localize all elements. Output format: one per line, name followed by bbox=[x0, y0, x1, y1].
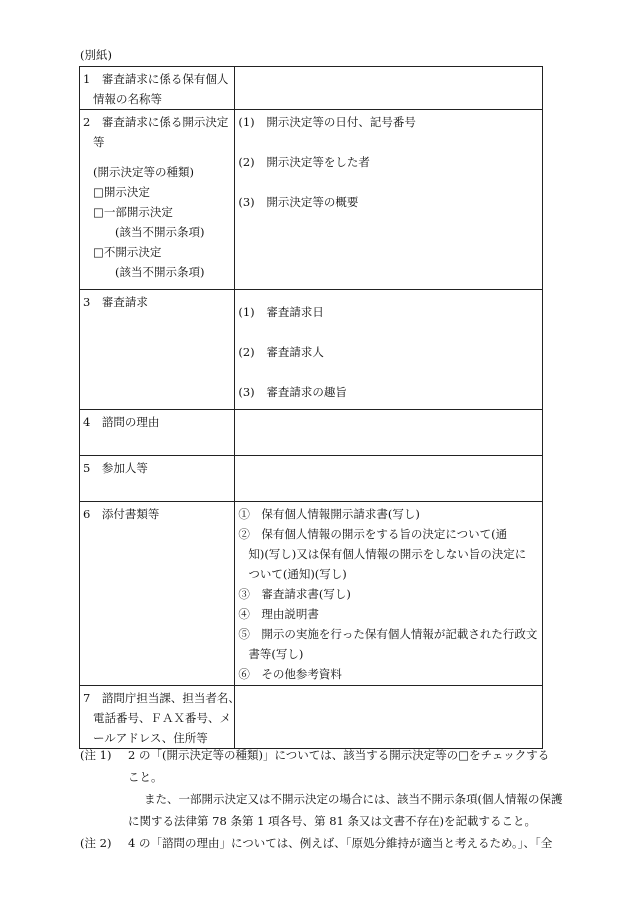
attachment-item-3: ③ 審査請求書(写し) bbox=[238, 587, 351, 601]
table-row-2 bbox=[80, 110, 543, 290]
note-1-label: (注 1) bbox=[80, 748, 112, 762]
checkbox-option-partial-disclosure: □一部開示決定 bbox=[93, 205, 173, 219]
note-2-label: (注 2) bbox=[80, 836, 112, 850]
notes-section bbox=[80, 744, 563, 854]
table-row-3 bbox=[80, 290, 543, 410]
note-2-line-1: 4 の「諮問の理由」については、例えば、「原処分維持が適当と考えるため。」、「全 bbox=[128, 836, 553, 850]
row-4-label: 4 諮問の理由 bbox=[83, 415, 160, 429]
row-7-label-line-1: 7 諮問庁担当課、担当者名、 bbox=[83, 691, 240, 705]
request-item-1: (1) 審査請求日 bbox=[238, 305, 324, 319]
request-item-2: (2) 審査請求人 bbox=[238, 345, 324, 359]
attachment-item-2-cont-1: 知)(写し)又は保有個人情報の開示をしない旨の決定に bbox=[248, 547, 527, 561]
table-row-1 bbox=[80, 67, 543, 110]
checkbox-option-disclosure: □開示決定 bbox=[93, 185, 150, 199]
attachment-label: (別紙) bbox=[80, 48, 112, 62]
attachment-item-5-cont: 書等(写し) bbox=[248, 647, 304, 661]
request-item-3: (3) 審査請求の趣旨 bbox=[238, 385, 347, 399]
row-1-label-cell bbox=[80, 67, 235, 110]
row-1-label-line-2: 情報の名称等 bbox=[93, 92, 162, 106]
note-1 bbox=[80, 744, 550, 766]
row-7-label-line-2: 電話番号、ＦＡＸ番号、メ bbox=[93, 711, 231, 725]
attachment-item-6: ⑥ その他参考資料 bbox=[238, 667, 342, 681]
form-table bbox=[79, 66, 543, 749]
disclosure-type-heading: (開示決定等の種類) bbox=[93, 165, 194, 179]
table-row-7 bbox=[80, 686, 543, 749]
row-5-content-cell bbox=[235, 456, 543, 502]
decision-item-3: (3) 開示決定等の概要 bbox=[238, 195, 359, 209]
table-row-5 bbox=[80, 456, 543, 502]
attachment-item-2-cont-2: ついて(通知)(写し) bbox=[248, 567, 347, 581]
row-3-content-cell bbox=[235, 290, 543, 410]
row-2-content-cell bbox=[235, 110, 543, 290]
row-2-label-line-2: 等 bbox=[93, 135, 105, 149]
applicable-clause-label-2: (該当不開示条項) bbox=[115, 265, 205, 279]
table-row-4 bbox=[80, 410, 543, 456]
attachment-item-5: ⑤ 開示の実施を行った保有個人情報が記載された行政文 bbox=[238, 627, 538, 641]
row-3-label-cell bbox=[80, 290, 235, 410]
row-2-label-line-1: 2 審査請求に係る開示決定 bbox=[83, 115, 229, 129]
row-1-label-line-1: 1 審査請求に係る保有個人 bbox=[83, 72, 229, 86]
note-1-line-2: こと。 bbox=[128, 770, 163, 784]
row-7-label-line-3: ールアドレス、住所等 bbox=[93, 731, 208, 745]
note-1-line-4: に関する法律第 78 条第 1 項各号、第 81 条又は文書不存在)を記載すること。 bbox=[128, 814, 536, 828]
row-1-content-cell bbox=[235, 67, 543, 110]
note-1-line-3: また、一部開示決定又は不開示決定の場合には、該当不開示条項(個人情報の保護 bbox=[144, 792, 563, 806]
applicable-clause-label-1: (該当不開示条項) bbox=[115, 225, 205, 239]
row-7-content-cell bbox=[235, 686, 543, 749]
note-1-line-1: 2 の「(開示決定等の種類)」については、該当する開示決定等の□をチェックする bbox=[128, 748, 550, 762]
row-6-label: 6 添付書類等 bbox=[83, 507, 160, 521]
attachment-item-4: ④ 理由説明書 bbox=[238, 607, 319, 621]
row-3-label: 3 審査請求 bbox=[83, 295, 148, 309]
table-row-6 bbox=[80, 502, 543, 686]
note-2 bbox=[80, 832, 553, 854]
attachment-item-1: ① 保有個人情報開示請求書(写し) bbox=[238, 507, 420, 521]
row-5-label: 5 参加人等 bbox=[83, 461, 148, 475]
row-6-content-cell bbox=[235, 502, 543, 686]
checkbox-option-non-disclosure: □不開示決定 bbox=[93, 245, 162, 259]
decision-item-2: (2) 開示決定等をした者 bbox=[238, 155, 370, 169]
row-6-label-cell bbox=[80, 502, 235, 686]
row-4-content-cell bbox=[235, 410, 543, 456]
decision-item-1: (1) 開示決定等の日付、記号番号 bbox=[238, 115, 416, 129]
row-2-label-cell bbox=[80, 110, 235, 290]
row-4-label-cell bbox=[80, 410, 235, 456]
row-7-label-cell bbox=[80, 686, 240, 749]
attachment-item-2: ② 保有個人情報の開示をする旨の決定について(通 bbox=[238, 527, 508, 541]
row-5-label-cell bbox=[80, 456, 235, 502]
